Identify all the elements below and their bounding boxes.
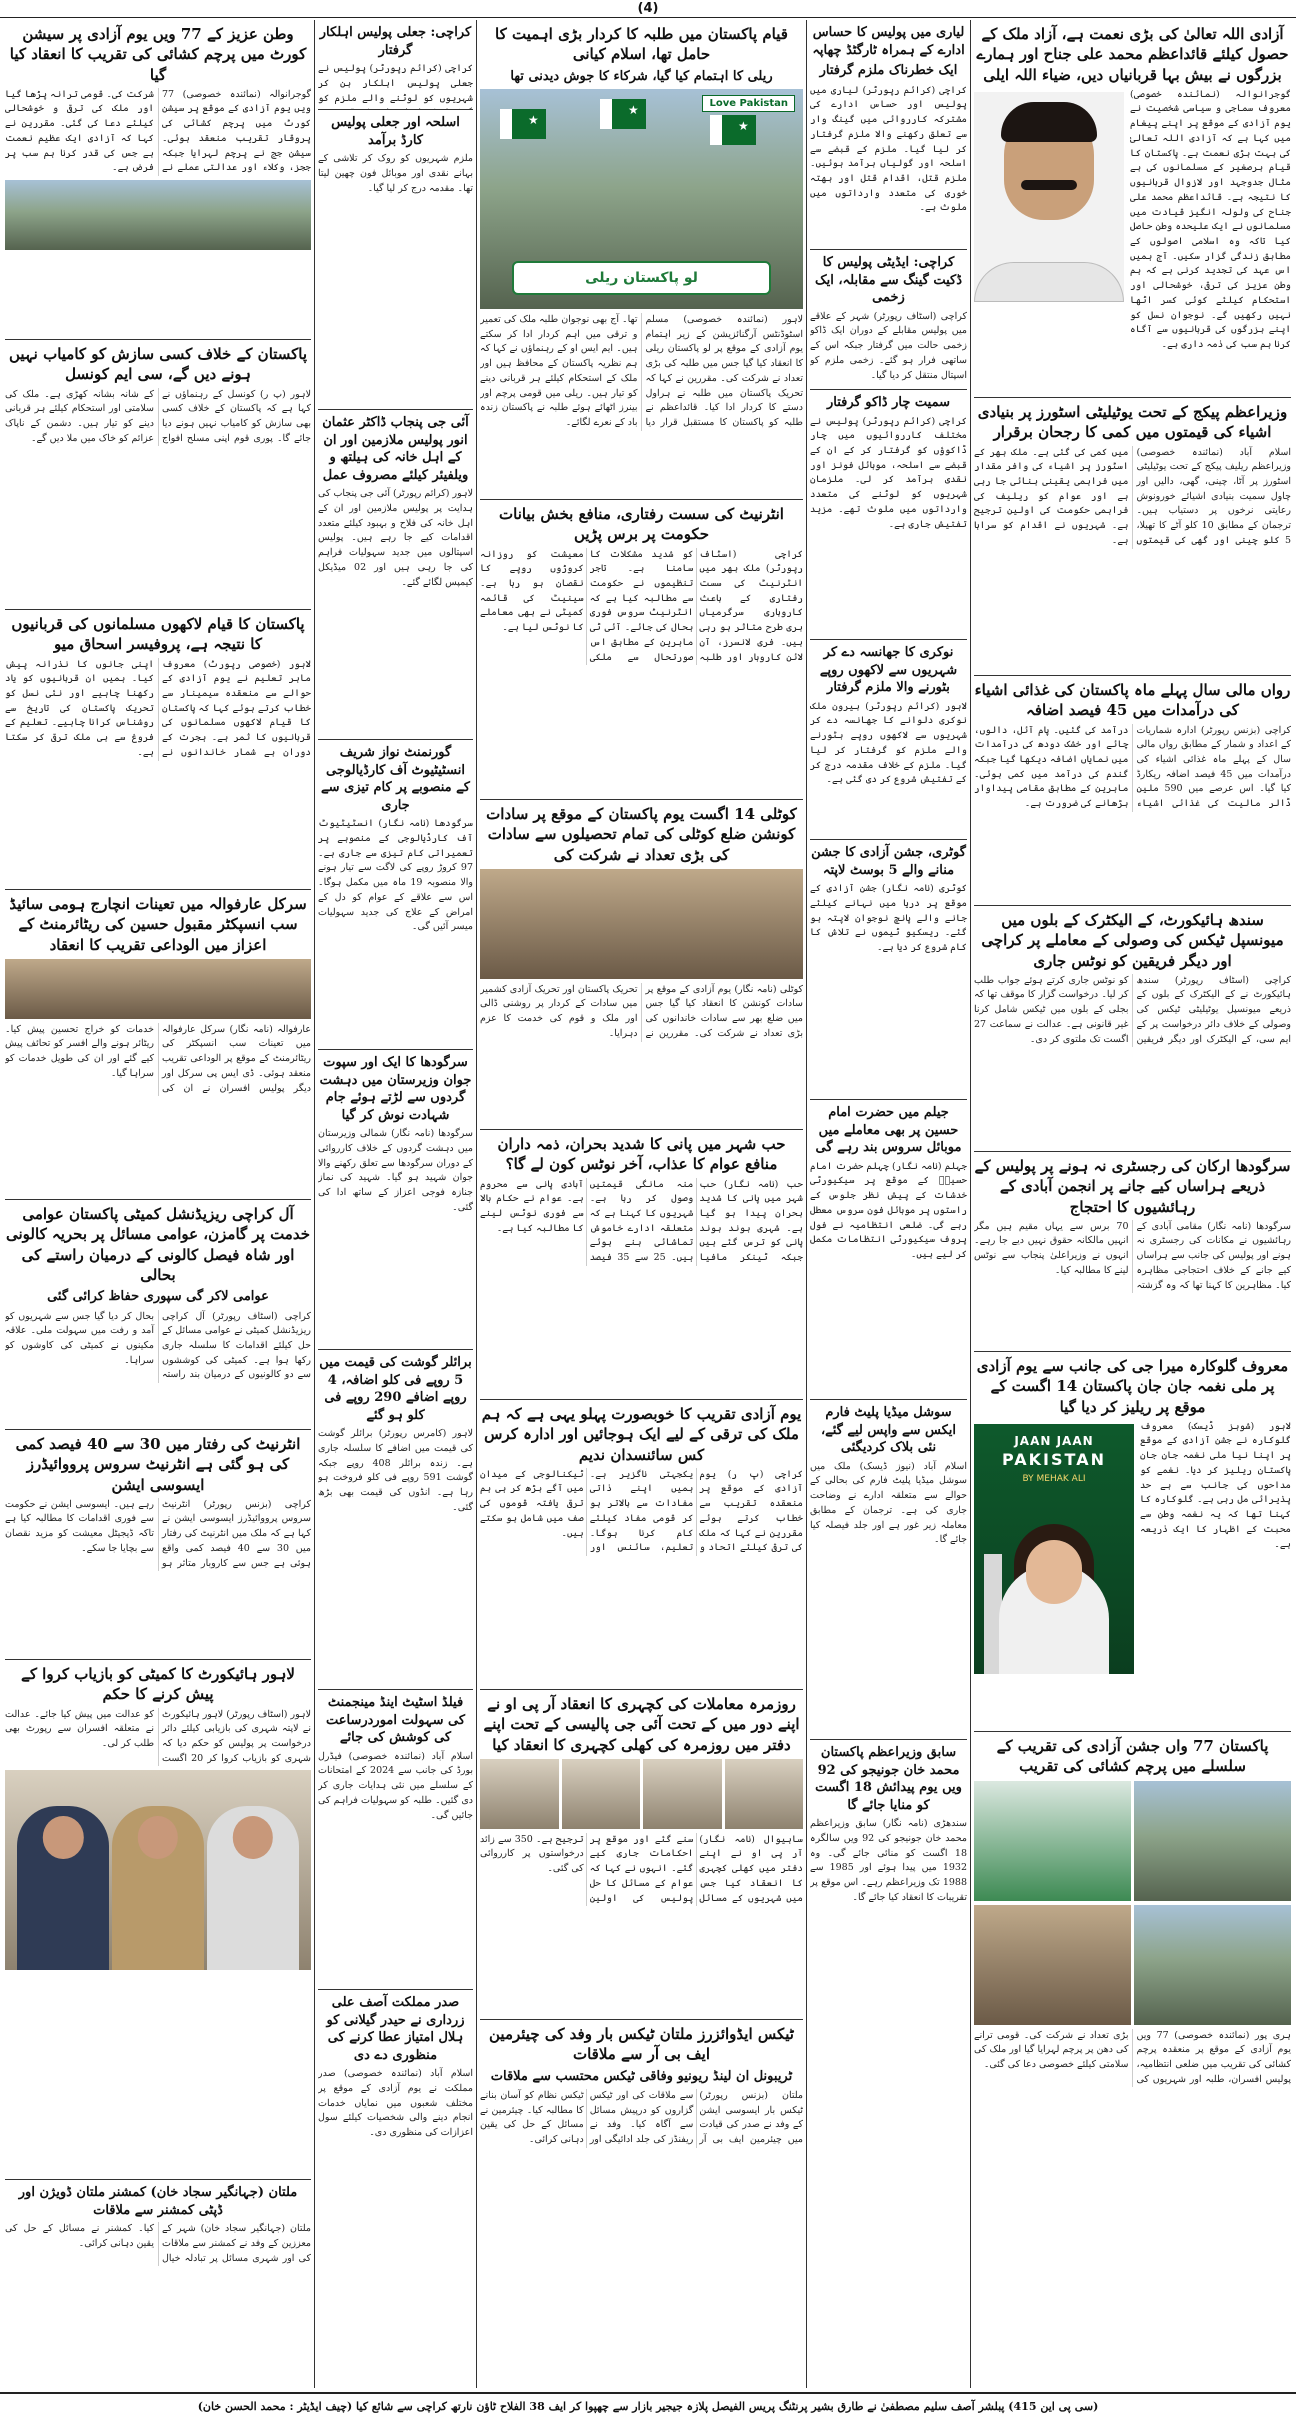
story-sargodha-registry bbox=[974, 1152, 1291, 1352]
story-lyari-raid bbox=[810, 20, 967, 250]
column-4 bbox=[314, 20, 476, 2388]
portrait-mustache bbox=[1021, 180, 1077, 190]
star-icon: ★ bbox=[738, 119, 749, 134]
rally-photo bbox=[480, 89, 803, 309]
convention-photo bbox=[480, 869, 803, 979]
article-body: سرگودھا (نامہ نگار) انسٹیٹیوٹ آف کارڈیالوجی کے منصوبے پر تعمیراتی کام تیزی سے جاری ہے۔ 97 کروڑ روپے کی لاگت سے تیار ہونے والا منصوبہ 19 ماہ میں مکمل ہوگا۔ اس سے علاقے کے عوام کو دل کے امراض کے علاج کی جدید سہولیات میسر آئیں گی۔ bbox=[318, 818, 473, 933]
headline: صدر مملکت آصف علی زرداری نے حیدر گیلانی کو ہلال امتیاز عطا کرنے کی منظوری دے دی bbox=[326, 1995, 465, 2063]
story-job-fraud bbox=[810, 640, 967, 840]
story-junejo bbox=[810, 1740, 967, 2388]
headline: لیاری میں پولیس کا حساس ادارے کے ہمراہ ٹارگٹڈ چھاپہ bbox=[812, 25, 965, 58]
subheadline: ایک خطرناک ملزم گرفتار bbox=[819, 63, 958, 79]
headline: برائلر گوشت کی قیمت میں 5 روپے فی کلو اضافہ، 4 روپے اضافے 290 روپے فی کلو ہو گئے bbox=[319, 1355, 472, 1423]
kutchery-photo bbox=[643, 1759, 722, 1829]
headline: کراچی: ایڈیٹی پولیس کا ڈکیت گینگ سے مقابلہ، ایک زخمی bbox=[814, 255, 963, 306]
story-conspiracy bbox=[5, 340, 311, 610]
person-figure bbox=[112, 1806, 204, 1970]
headline: وزیراعظم پیکج کے تحت یوٹیلیٹی اسٹورز پر بنیادی اشیاء کی قیمتوں میں کمی کا رجحان برقرار bbox=[977, 403, 1288, 442]
flag-shape bbox=[710, 115, 756, 145]
photo-row bbox=[974, 1905, 1291, 2025]
article-body: گوجرانوالہ (نمائندہ خصوصی) 77 ویں یوم آزادی کے موقع پر سیشن کورٹ میں پرچم کشائی کی پروقار تقریب منعقد ہوئی۔ سیشن جج نے پرچم لہرایا جبکہ ججز، وکلاء اور عدالتی عملے نے شرکت کی۔ قومی ترانہ پڑھا گیا اور ملک کی ترقی و خوشحالی کیلئے دعا کی گئی۔ مقررین نے کہا کہ آزادی ایک عظیم نعمت ہے جس کی قدر کرنا ہم سب پر فرض ہے۔ bbox=[5, 88, 311, 174]
headline: انٹرنیٹ کی سست رفتاری، منافع بخش بیانات حکومت پر برس پڑیں bbox=[499, 505, 784, 544]
headline: لاہور ہائیکورٹ کا کمیٹی کو بازیاب کروا کے پیش کرنے کا حکم bbox=[21, 1665, 295, 1704]
story-cardiology bbox=[318, 740, 473, 1050]
story-jaan-jaan-pakistan bbox=[974, 1352, 1291, 1732]
headline: روزمرہ معاملات کی کچہری کا انعقاد آر پی او نے اپنے دور میں کے تحت آئی جی پالیسی کے تحت اپنے دفتر میں روزمرہ کی کھلی کچہری کا انعقاد کیا bbox=[483, 1695, 800, 1754]
story-rpo-kutchery bbox=[480, 1690, 803, 2020]
headline: گوٹری، جشن آزادی کا جشن منانے والے 5 بوسٹ لاپتہ bbox=[811, 845, 966, 878]
article-body: لاہور (کامرس رپورٹر) برائلر گوشت کی قیمت میں اضافے کا سلسلہ جاری ہے۔ زندہ برائلر 408 روپے جبکہ گوشت 591 روپے فی کلو فروخت ہو رہا ہے۔ انڈوں کی قیمت بھی بڑھ گئی۔ bbox=[318, 1428, 473, 1513]
story-fake-police bbox=[318, 20, 473, 110]
story-jhelum-mobile bbox=[810, 1100, 967, 1400]
article-body: ہری پور (نمائندہ خصوصی) 77 ویں یوم آزادی کے موقع پر منعقدہ پرچم کشائی کی تقریب میں ضلعی انتظامیہ، پولیس افسران، طلبہ اور شہریوں کی بڑی تعداد نے شرکت کی۔ قومی ترانے کی دھن پر پرچم لہرایا گیا اور ملک کی سلامتی کیلئے خصوصی دعا کی گئی۔ bbox=[974, 2029, 1291, 2085]
article-body: کراچی (کرائم رپورٹر) پولیس نے جعلی پولیس اہلکار بن کر شہریوں کو لوٹنے والے ملزم کو bbox=[318, 63, 473, 104]
story-utility-stores bbox=[974, 398, 1291, 676]
headline: انٹرنیٹ کی رفتار میں 30 سے 40 فیصد کمی کی ہو گئی ہے انٹرنیٹ سروس پرووائیڈرز ایسوسی ایشن bbox=[15, 1435, 301, 1494]
person-figure bbox=[17, 1806, 109, 1970]
story-weapon-recovered bbox=[318, 110, 473, 410]
headline: سرگودھا ارکان کی رجسٹری نہ ہونے پر پولیس کے ذریعے ہراساں کیے جانے پر انجمن آبادی کے رہائشیوں کا احتجاج bbox=[974, 1157, 1291, 1216]
article-body: حب (نامہ نگار) حب شہر میں پانی کا شدید بحران پیدا ہو گیا ہے۔ شہری بوند بوند پانی کو ترس گئے ہیں جبکہ ٹینکر مافیا منہ مانگی قیمتیں وصول کر رہا ہے۔ شہریوں کا کہنا ہے کہ متعلقہ ادارے خاموش تماشائی بنے ہوئے ہیں۔ 25 سے 35 فیصد آبادی پانی سے محروم ہے۔ عوام نے حکام بالا سے فوری نوٹس لینے کا مطالبہ کیا ہے۔ bbox=[480, 1178, 803, 1264]
article-body: لاہور (اسٹاف رپورٹر) لاہور ہائیکورٹ نے لاپتہ شہری کی بازیابی کیلئے دائر درخواست پر پولیس کو حکم دیا کہ شہری کو بازیاب کروا کر 20 اگست کو عدالت میں پیش کیا جائے۔ عدالت نے متعلقہ افسران سے رپورٹ بھی طلب کر لی۔ bbox=[5, 1708, 311, 1764]
article-body: لاہور (نمائندہ خصوصی) مسلم اسٹوڈنٹس آرگنائزیشن کے زیر اہتمام یوم آزادی کے موقع پر لو پاکستان ریلی کا انعقاد کیا گیا جس میں طلبہ کی بڑی تعداد نے شرکت کی۔ مقررین نے کہا کہ تحریک پاکستان میں طلبہ نے ہراول دستے کا کردار ادا کیا۔ قائداعظم نے طلبہ کو پاکستان کا مستقبل قرار دیا تھا۔ آج بھی نوجوان طلبہ ملک کی تعمیر و ترقی میں اہم کردار ادا کر سکتے ہیں۔ ایم ایس او کے رہنماؤں نے کہا کہ ہم نظریہ پاکستان کے محافظ ہیں اور ملک کے استحکام کیلئے ہر قربانی دینے کو تیار ہیں۔ ریلی میں قومی پرچم اور بینرز اٹھائے ہوئے طلبہ نے پاکستان زندہ باد کے نعرے لگائے۔ bbox=[480, 314, 803, 429]
group-photo bbox=[5, 1770, 311, 1970]
headline: نوکری کا جھانسہ دے کر شہریوں سے لاکھوں روپے بٹورنے والا ملزم گرفتار bbox=[819, 645, 958, 696]
headline: اسلحہ اور جعلی پولیس کارڈ برآمد bbox=[331, 115, 460, 148]
photo-row bbox=[480, 1759, 803, 1829]
article-body: لاہور (خصوصی رپورٹ) معروف ماہر تعلیم نے یوم آزادی کے حوالے سے منعقدہ سیمینار سے خطاب کرتے ہوئے کہا کہ پاکستان کا قیام لاکھوں مسلمانوں کی قربانیوں کا ثمر ہے۔ ہجرت کے دوران بے شمار خاندانوں نے اپنی جانوں کا نذرانہ پیش کیا۔ ہمیں ان قربانیوں کو یاد رکھنا چاہیے اور نئی نسل کو تحریک پاکستان کی تاریخ سے روشناس کرانا چاہیے۔ تعلیم کے فروغ سے ہی ملک ترقی کر سکتا ہے۔ bbox=[5, 658, 311, 758]
person-face bbox=[233, 1816, 273, 1859]
story-flag-hoisting bbox=[974, 1732, 1291, 2388]
imprint-footer: (سی پی این 415) پبلشر آصف سلیم مصطفیٰ نے طارق بشیر پرنٹنگ پریس الفیصل پلازہ جیجیر بازار سے چھپوا کر ایف 38 الفلاح ٹاؤن نارتھ کراچی سے شائع کیا (چیف ایڈیٹر : محمد الحسن خان) bbox=[0, 2392, 1296, 2419]
portrait-photo bbox=[974, 92, 1124, 302]
story-love-pakistan-rally bbox=[480, 20, 803, 500]
subheadline: عوامی لاکر گی سپوری حفاظ کرائی گئی bbox=[47, 1289, 269, 1304]
article-body: لاہور (شوبز ڈیسک) معروف گلوکارہ نے جشن آزادی کے موقع پر اپنا نیا ملی نغمہ جان جان پاکستان ریلیز کر دیا۔ نغمے کو مداحوں کی جانب سے بے حد پذیرائی مل رہی ہے۔ گلوکارہ کا کہنا تھا کہ یہ نغمہ وطن سے محبت کے اظہار کا ایک ذریعہ ہے۔ bbox=[1140, 1420, 1291, 1550]
story-azadi-ceremony bbox=[480, 1400, 803, 1690]
story-broiler-price bbox=[318, 1350, 473, 1690]
article-body: اسلام آباد (نمائندہ خصوصی) صدر مملکت نے یوم آزادی کے موقع پر مختلف شعبوں میں نمایاں خدمات انجام دینے والی شخصیات کیلئے سول اعزازات کی منظوری دی۔ bbox=[318, 2068, 473, 2139]
article-body: کراچی (کرائم رپورٹر) پولیس نے مختلف کارروائیوں میں چار ڈاکوؤں کو گرفتار کر کے ان کے قبضے سے اسلحہ، موبائل فونز اور نقدی برآمد کر لی۔ ملزمان شہریوں کو لوٹنے کی متعدد وارداتوں میں ملوث تھے۔ مزید تفتیش جاری ہے۔ bbox=[810, 415, 967, 530]
headline: سابق وزیراعظم پاکستان محمد خان جونیجو کی 92 ویں یوم پیدائش 18 اگست کو منایا جائے گا bbox=[815, 1745, 962, 1813]
story-residential-committee bbox=[5, 1200, 311, 1430]
headline: سوشل میڈیا پلیٹ فارم ایکس سے واپس لیے گئے، نئی بلاک کردیگئی bbox=[820, 1405, 957, 1456]
article-body: کراچی (اسٹاف رپورٹر) سندھ ہائیکورٹ نے کے الیکٹرک کے بلوں کے ذریعے میونسپل یوٹیلیٹی ٹیکس کی وصولی کے خلاف دائر درخواست پر کے ایم سی، کے الیکٹرک اور دیگر فریقین کو نوٹس جاری کرتے ہوئے جواب طلب کر لیا۔ درخواست گزار کا موقف تھا کہ بجلی کے بلوں میں ٹیکس شامل کرنا غیر قانونی ہے۔ عدالت نے سماعت 27 اگست تک ملتوی کر دی۔ bbox=[974, 974, 1291, 1045]
headline: معروف گلوکارہ میرا جی کی جانب سے یوم آزادی پر ملی نغمہ جان جان پاکستان 14 اگست کے موقع پر ریلیز کر دیا گیا bbox=[976, 1357, 1289, 1416]
person-face bbox=[43, 1816, 83, 1859]
story-social-media bbox=[810, 1400, 967, 1740]
story-hub-water bbox=[480, 1130, 803, 1400]
poster-credit: BY MEHAK ALI bbox=[1022, 1473, 1086, 1484]
headline: پاکستان کا قیام لاکھوں مسلمانوں کی قربانیوں کا نتیجہ ہے، پروفیسر اسحاق میو bbox=[11, 615, 305, 654]
headline: پاکستان کے خلاف کسی سازش کو کامیاب نہیں ہونے دیں گے، سی ایم کونسل bbox=[8, 345, 308, 384]
poster-title-line2: PAKISTAN bbox=[1002, 1449, 1106, 1469]
story-kotri-missing bbox=[810, 840, 967, 1100]
kutchery-photo bbox=[562, 1759, 641, 1829]
star-icon: ★ bbox=[628, 103, 639, 118]
article-body: گوجرانوالہ (نمائندہ خصوصی) معروف سماجی و سیاسی شخصیت نے یوم آزادی کے موقع پر اپنے پیغام میں کہا ہے کہ آزادی اللہ تعالیٰ کی بہت بڑی نعمت ہے۔ پاکستان کا قیام برصغیر کے مسلمانوں کی بے مثال جدوجہد اور لازوال قربانیوں کا نتیجہ ہے۔ قائداعظم محمد علی جناح کی ولولہ انگیز قیادت میں مسلمانوں نے ایک علیحدہ وطن حاصل کیا تاکہ وہ اسلامی اصولوں کے مطابق زندگی گزار سکیں۔ آج ہمیں اس عہد کی تجدید کرنی ہے کہ ہم وطن عزیز کی ترقی، خوشحالی اور استحکام کیلئے کوئی کسر اٹھا نہیں رکھیں گے۔ نوجوان نسل کو اپنے بزرگوں کی قربانیوں سے آگاہ کرنا ہم سب کی ذمہ داری ہے۔ bbox=[1130, 88, 1291, 350]
article-body: جہلم (نامہ نگار) چہلم حضرت امام حسینؓ کے موقع پر سیکیورٹی خدشات کے پیش نظر جلوس کے راستوں پر موبائل فون سروس معطل رہے گی۔ ضلعی انتظامیہ نے فول پروف سیکیورٹی انتظامات مکمل کر لیے ہیں۔ bbox=[810, 1160, 967, 1260]
headline: قیام پاکستان میں طلبہ کا کردار بڑی اہمیت کا حامل تھا، اسلام کیانی bbox=[495, 25, 788, 64]
kutchery-photo bbox=[725, 1759, 804, 1829]
headline: جیلم میں حضرت امام حسین پر بھی معاملے میں موبائل سروس بند رہے گی bbox=[815, 1105, 962, 1156]
headline: حب شہر میں پانی کا شدید بحران، ذمہ داران منافع عوام کا عذاب، آخر نوٹس کون لے گا؟ bbox=[497, 1135, 786, 1174]
headline: یوم آزادی تقریب کا خوبصورت پہلو یہی ہے کہ ہم ملک کی ترقی کے لیے ایک ہوجائیں اور ادارہ کرس کس سائنسدان ندیم bbox=[481, 1405, 802, 1464]
story-dacoit-encounter bbox=[810, 250, 967, 390]
article-body: کوٹری (نامہ نگار) جشن آزادی کے موقع پر دریا میں نہانے کیلئے جانے والے پانچ نوجوان لاپتہ ہو گئے۔ ریسکیو ٹیموں نے تلاش کا کام شروع کر دیا ہے۔ bbox=[810, 883, 967, 953]
subheadline: ریلی کا اہتمام کیا گیا، شرکاء کا جوش دیدنی تھا bbox=[510, 68, 773, 84]
article-body: ملتان (بزنس رپورٹر) ٹیکس بار ایسوسی ایشن کے وفد نے صدر کی قیادت میں چیئرمین ایف بی آر سے ملاقات کی اور ٹیکس گزاروں کو درپیش مسائل سے آگاہ کیا۔ وفد نے ریفنڈز کی جلد ادائیگی اور ٹیکس نظام کو آسان بنانے کا مطالبہ کیا۔ چیئرمین نے مسائل کے حل کی یقین دہانی کرائی۔ bbox=[480, 2090, 803, 2146]
column-3 bbox=[476, 20, 806, 2388]
retirement-photo bbox=[5, 959, 311, 1019]
story-kotli-sadat bbox=[480, 800, 803, 1130]
story-multan-meeting bbox=[5, 2180, 311, 2388]
article-body: کراچی (بزنس رپورٹر) ادارہ شماریات کے اعداد و شمار کے مطابق رواں مالی سال کے پہلے ماہ غذائی اشیاء کی درآمدات میں 45 فیصد اضافہ ریکارڈ کیا گیا۔ اس عرصے میں 590 ملین ڈالر مالیت کی غذائی اشیاء درآمد کی گئیں۔ پام آئل، دالوں، چائے اور خشک دودھ کی درآمدات میں نمایاں اضافہ دیکھا گیا جبکہ گندم کی درآمد میں کمی ہوئی۔ ماہرین کے مطابق مقامی پیداوار بڑھانے کی ضرورت ہے۔ bbox=[974, 724, 1291, 810]
article-body: سرگودھا (نامہ نگار) مقامی آبادی کے رہائشیوں نے مکانات کی رجسٹری نہ ہونے اور پولیس کی جانب سے ہراساں کیے جانے کے خلاف احتجاجی مظاہرہ کیا۔ مظاہرین کا کہنا تھا کہ وہ گزشتہ 70 برس سے یہاں مقیم ہیں مگر انہیں مالکانہ حقوق نہیں دیے جا رہے۔ انہوں نے وزیراعلیٰ پنجاب سے نوٹس لینے کا مطالبہ کیا۔ bbox=[974, 1220, 1291, 1291]
singer-face bbox=[1026, 1540, 1082, 1604]
photo-row bbox=[974, 1781, 1291, 1901]
person-figure bbox=[207, 1806, 299, 1970]
story-lhc-order bbox=[5, 1660, 311, 2180]
story-tax-bar bbox=[480, 2020, 803, 2388]
article-body: اسلام آباد (نمائندہ خصوصی) وزیراعظم ریلیف پیکج کے تحت یوٹیلیٹی اسٹورز پر آٹا، چینی، گھی، دالیں اور چاول سمیت بنیادی اشیائے خورونوش رعایتی نرخوں پر دستیاب ہیں۔ ترجمان کے مطابق 10 کلو آٹے کا تھیلا، 5 کلو چینی اور گھی کی قیمتوں میں کمی کی گئی ہے۔ ملک بھر کے اسٹورز پر اشیاء کی وافر مقدار میں فراہمی یقینی بنائی جا رہی ہے اور عوام کو ریلیف کی فراہمی حکومت کی اولین ترجیح ہے۔ شہریوں نے اقدام کو سراہا ہے۔ bbox=[974, 446, 1291, 546]
newspaper-columns bbox=[2, 20, 1294, 2388]
headline: کراچی: جعلی پولیس اہلکار گرفتار bbox=[319, 25, 472, 58]
headline: فیلڈ اسٹیٹ اینڈ مینجمنٹ کی سہولت اموردرساعت کی کوشش کی جائے bbox=[325, 1695, 466, 1746]
headline: سندھ ہائیکورٹ، کے الیکٹرک کے بلوں میں میونسپل ٹیکس کی وصولی کے معاملے پر کراچی اور دیگر فریقین کو نوٹس جاری bbox=[981, 911, 1284, 970]
story-sindh-high-court bbox=[974, 906, 1291, 1152]
rally-banner-en: Love Pakistan bbox=[702, 95, 795, 112]
subheadline: ٹریبونل ان لینڈ ریونیو وفاقی ٹیکس محتسب سے ملاقات bbox=[490, 2068, 793, 2084]
star-icon: ★ bbox=[528, 113, 539, 128]
column-2 bbox=[806, 20, 970, 2388]
column-5 bbox=[2, 20, 314, 2388]
headline: سرکل عارفوالہ میں تعینات انچارج ہومی سائیڈ سب انسپکٹر مقبول حسین کی ریٹائرمنٹ کے اعزاز میں الوداعی تقریب کا انعقاد bbox=[9, 895, 307, 954]
story-field-state bbox=[318, 1690, 473, 1990]
story-isp-speed bbox=[5, 1430, 311, 1660]
story-internet-slowdown bbox=[480, 500, 803, 800]
article-body: کراچی (اسٹاف رپورٹر) ملک بھر میں انٹرنیٹ کی سست رفتاری کے باعث کاروباری سرگرمیاں بری طرح متاثر ہو رہی ہیں۔ فری لانسرز، آن لائن کاروبار اور طلبہ کو شدید مشکلات کا سامنا ہے۔ تاجر تنظیموں نے حکومت سے مطالبہ کیا ہے کہ انٹرنیٹ سروس فوری بحال کی جائے۔ آئی ٹی ماہرین کے مطابق اس صورتحال سے ملکی معیشت کو روزانہ کروڑوں روپے کا نقصان ہو رہا ہے۔ سینیٹ کی قائمہ کمیٹی نے بھی معاملے کا نوٹس لیا ہے۔ bbox=[480, 548, 803, 663]
poster-title-line1: JAAN JAAN bbox=[1014, 1433, 1094, 1448]
song-poster bbox=[974, 1424, 1134, 1674]
story-food-imports bbox=[974, 676, 1291, 906]
article-body: کراچی (اسٹاف رپورٹر) آل کراچی ریزیڈنشل کمیٹی نے عوامی مسائل کے حل کیلئے اقدامات کا سلسلہ جاری رکھا ہوا ہے۔ کمیٹی کی کوششوں سے دو کالونیوں کے درمیان بند راستہ بحال کر دیا گیا جس سے شہریوں کو آمد و رفت میں سہولت ملی۔ علاقہ مکینوں نے کمیٹی کی کاوشوں کو سراہا۔ bbox=[5, 1310, 311, 1381]
article-body: لاہور (کرائم رپورٹر) آئی جی پنجاب کی ہدایت پر پولیس ملازمین اور ان کے اہل خانہ کی فلاح و بہبود کیلئے متعدد اقدامات کیے جا رہے ہیں۔ پولیس اسپتالوں میں جدید سہولیات فراہم کی جا رہی ہیں اور 02 میڈیکل کیمپس لگائے گئے۔ bbox=[318, 488, 473, 588]
page-number: (4) bbox=[0, 0, 1296, 18]
flag-shape bbox=[600, 99, 646, 129]
column-1 bbox=[970, 20, 1294, 2388]
headline: سمیت چار ڈاکو گرفتار bbox=[827, 395, 950, 410]
person-face bbox=[138, 1816, 178, 1859]
story-azadi-naimat bbox=[974, 20, 1291, 398]
article-body: سندھڑی (نامہ نگار) سابق وزیراعظم محمد خان جونیجو کی 92 ویں سالگرہ 18 اگست کو منائی جائے گی۔ وہ 1932 میں پیدا ہوئے اور 1985 سے 1988 تک وزیراعظم رہے۔ اس موقع پر تقریبات کا انعقاد کیا جائے گا۔ bbox=[810, 1818, 967, 1903]
story-session-court bbox=[5, 20, 311, 340]
article-body: کراچی (اسٹاف رپورٹر) شہر کے علاقے میں پولیس مقابلے کے دوران ایک ڈاکو زخمی حالت میں گرفتار جبکہ اس کے ساتھی فرار ہو گئے۔ زخمی ملزم کو اسپتال منتقل کر دیا گیا۔ bbox=[810, 310, 967, 381]
article-body: کراچی (کرائم رپورٹر) لیاری میں پولیس اور حساس ادارے کی مشترکہ کارروائی میں گینگ وار سے تعلق رکھنے والا ملزم گرفتار کر لیا گیا۔ ملزم کے قبضے سے اسلحہ اور گولیاں برآمد ہوئیں۔ ملزم قتل، اقدام قتل اور بھتہ خوری کی متعدد وارداتوں میں ملوث ہے۔ bbox=[810, 84, 967, 214]
article-body: اسلام آباد (نیوز ڈیسک) ملک میں سوشل میڈیا پلیٹ فارم کی بحالی کے حوالے سے متعلقہ ادارے نے وضاحت جاری کی ہے۔ ترجمان کے مطابق معاملہ زیر غور ہے اور جلد فیصلہ کیا جائے گا۔ bbox=[810, 1460, 967, 1546]
article-body: ساہیوال (نامہ نگار) آر پی او نے اپنے دفتر میں کھلی کچہری کا انعقاد کیا جس میں شہریوں کے مسائل سنے گئے اور موقع پر احکامات جاری کیے گئے۔ انہوں نے کہا کہ عوام کے مسائل کا حل پولیس کی اولین ترجیح ہے۔ 350 سے زائد درخواستوں پر کارروائی کی گئی۔ bbox=[480, 1833, 803, 1904]
article-body: ملتان (جہانگیر سجاد خان) شہر کے معززین کے وفد نے کمشنر سے ملاقات کی اور شہری مسائل پر تبادلہ خیال کیا۔ کمشنر نے مسائل کے حل کی یقین دہانی کرائی۔ bbox=[5, 2223, 311, 2264]
flag-shape bbox=[500, 109, 546, 139]
headline: ملتان (جہانگیر سجاد خان) کمشنر ملتان ڈویژن اور ڈپٹی کمشنر سے ملاقات bbox=[18, 2185, 298, 2218]
headline: آزادی اللہ تعالیٰ کی بڑی نعمت ہے، آزاد ملک کے حصول کیلئے قائداعظم محمد علی جناح اور ہمارے بزرگوں نے بیش بہا قربانیاں دیں، ضیاء اللہ ایلی bbox=[976, 25, 1289, 84]
headline: پاکستان 77 واں جشن آزادی کی تقریب کے سلسلے میں پرچم کشائی کی تقریب bbox=[996, 1737, 1269, 1776]
story-retirement bbox=[5, 890, 311, 1200]
article-body: لاہور (کرائم رپورٹر) بیرون ملک نوکری دلوانے کا جھانسہ دے کر شہریوں سے لاکھوں روپے بٹورنے والے ملزم کو گرفتار کر لیا گیا۔ ملزم کے خلاف مقدمہ درج کر کے تفتیش شروع کر دی گئی ہے۔ bbox=[810, 700, 967, 786]
article-body: لاہور (پ ر) کونسل کے رہنماؤں نے کہا ہے کہ پاکستان کے خلاف کسی بھی سازش کو کامیاب نہیں ہونے دیا جائے گا۔ پوری قوم اپنی مسلح افواج کے شانہ بشانہ کھڑی ہے۔ ملک کی سلامتی اور استحکام کیلئے ہر قربانی دینے کو تیار ہیں۔ دشمن کے ناپاک عزائم کو خاک میں ملا دیں گے۔ bbox=[5, 388, 311, 444]
event-photo bbox=[974, 1905, 1131, 2025]
event-photo bbox=[1134, 1781, 1291, 1901]
portrait-shirt bbox=[974, 262, 1124, 302]
headline: آئی جی پنجاب ڈاکٹر عثمان انور پولیس ملازمین اور ان کے اہل خانہ کی ہیلتھ و ویلفیئر کیلئے مصروف عمل bbox=[322, 415, 469, 483]
story-ig-punjab bbox=[318, 410, 473, 740]
event-photo bbox=[974, 1781, 1131, 1901]
headline: ٹیکس ایڈوائزرز ملتان ٹیکس بار وفد کی چیئرمین ایف بی آر سے ملاقات bbox=[489, 2025, 794, 2064]
headline: کوٹلی 14 اگست یوم پاکستان کے موقع پر سادات کونشن ضلع کوٹلی کی تمام تحصیلوں سے سادات کی بڑی تعداد نے شرکت کی bbox=[486, 805, 797, 864]
portrait-hair bbox=[1001, 102, 1097, 142]
ceremony-photo bbox=[5, 180, 311, 250]
headline: سرگودھا کا ایک اور سپوت جوان وزیرستان میں دہشت گردوں سے لڑتے ہوئے جام شہادت نوش کر گیا bbox=[319, 1055, 472, 1123]
story-qurbani bbox=[5, 610, 311, 890]
story-hilal-imtiaz bbox=[318, 1990, 473, 2388]
headline: وطن عزیز کے 77 ویں یوم آزادی پر سیشن کورٹ میں پرچم کشائی کی تقریب کا انعقاد کیا گیا bbox=[9, 25, 307, 84]
story-four-dacoits bbox=[810, 390, 967, 640]
article-body: ملزم شہریوں کو روک کر تلاشی کے بہانے نقدی اور موبائل فون چھین لیتا تھا۔ مقدمہ درج کر لیا گیا۔ bbox=[318, 153, 473, 194]
article-body: عارفوالہ (نامہ نگار) سرکل عارفوالہ میں تعینات سب انسپکٹر کی ریٹائرمنٹ کے موقع پر الوداعی تقریب منعقد ہوئی۔ ڈی ایس پی سرکل اور دیگر پولیس افسران نے ان کی خدمات کو خراج تحسین پیش کیا۔ ریٹائر ہونے والے افسر کو تحائف پیش کیے گئے اور ان کی طویل خدمات کو سراہا گیا۔ bbox=[5, 1023, 311, 1094]
article-body: کوٹلی (نامہ نگار) یوم آزادی کے موقع پر سادات کونشن کا انعقاد کیا گیا جس میں ضلع بھر سے سادات خاندانوں کی بڑی تعداد نے شرکت کی۔ مقررین نے تحریک پاکستان اور تحریک آزادی کشمیر میں سادات کے کردار پر روشنی ڈالی اور ملک و قوم کی خدمت کا عزم دہرایا۔ bbox=[480, 983, 803, 1039]
rally-banner-ur: لو پاکستان ریلی bbox=[512, 261, 770, 295]
article-body: اسلام آباد (نمائندہ خصوصی) فیڈرل بورڈ کی جانب سے 2024 کے امتحانات کے سلسلے میں نئی ہدایات جاری کر دی گئیں۔ طلبہ کو سہولیات فراہم کی جائیں گی۔ bbox=[318, 1750, 473, 1821]
article-body: کراچی (پ ر) یوم آزادی کے موقع پر منعقدہ تقریب سے خطاب کرتے ہوئے مقررین نے کہا کہ ملک کی ترقی کیلئے اتحاد و یکجہتی ناگزیر ہے۔ ہمیں اپنے ذاتی مفادات سے بالاتر ہو کر قومی مفاد کیلئے کام کرنا ہوگا۔ تعلیم، سائنس اور ٹیکنالوجی کے میدان میں آگے بڑھ کر ہی ہم ترقی یافتہ قوموں کی صف میں شامل ہو سکتے ہیں۔ bbox=[480, 1468, 803, 1554]
kutchery-photo bbox=[480, 1759, 559, 1829]
article-body: سرگودھا (نامہ نگار) شمالی وزیرستان میں دہشت گردوں کے خلاف کارروائی کے دوران سرگودھا سے تعلق رکھنے والا جوان شہید ہو گیا۔ شہید کی نماز جنازہ فوجی اعزاز کے ساتھ ادا کی گئی۔ bbox=[318, 1128, 473, 1213]
event-photo bbox=[1134, 1905, 1291, 2025]
headline: گورنمنٹ نواز شریف انسٹیٹیوٹ آف کارڈیالوجی کے منصوبے پر کام تیزی سے جاری bbox=[321, 745, 470, 813]
headline: آل کراچی ریزیڈنشل کمیٹی پاکستان عوامی خدمت پر گامزن، عوامی مسائل پر بحریہ کالونی اور شاہ فیصل کالونی کے درمیان راستے کی بحالی bbox=[6, 1205, 310, 1284]
story-shaheed-soldier bbox=[318, 1050, 473, 1350]
article-body: کراچی (بزنس رپورٹر) انٹرنیٹ سروس پرووائیڈرز ایسوسی ایشن نے کہا ہے کہ ملک میں انٹرنیٹ کی رفتار میں 30 سے 40 فیصد کمی واقع ہوئی ہے جس سے کاروبار متاثر ہو رہے ہیں۔ ایسوسی ایشن نے حکومت سے فوری اقدامات کا مطالبہ کیا ہے تاکہ ڈیجیٹل معیشت کو مزید نقصان سے بچایا جا سکے۔ bbox=[5, 1498, 311, 1569]
headline: رواں مالی سال پہلے ماہ پاکستان کی غذائی اشیاء کی درآمدات میں 45 فیصد اضافہ bbox=[974, 681, 1291, 720]
